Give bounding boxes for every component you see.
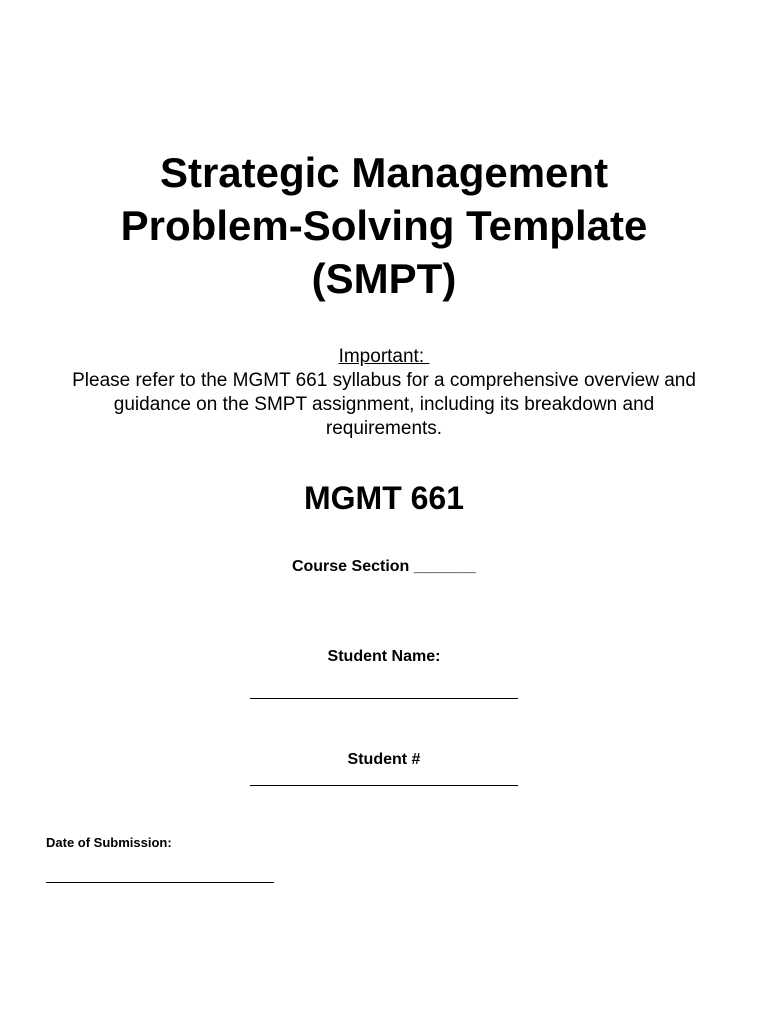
notice-label: Important: bbox=[338, 346, 430, 367]
course-code: MGMT 661 bbox=[303, 480, 465, 516]
date-of-submission-label: Date of Submission: bbox=[46, 835, 172, 850]
document-title bbox=[0, 146, 768, 305]
important-notice bbox=[40, 345, 728, 441]
notice-line-1: Please refer to the MGMT 661 syllabus for a comprehensive overview and bbox=[72, 370, 696, 391]
title-line-3: (SMPT) bbox=[311, 255, 457, 302]
title-line-1: Strategic Management bbox=[159, 149, 609, 196]
date-of-submission-blank bbox=[46, 882, 274, 883]
student-name-blank bbox=[250, 698, 518, 699]
student-number-blank bbox=[250, 785, 518, 786]
notice-line-2: guidance on the SMPT assignment, including its breakdown and bbox=[113, 394, 655, 415]
student-name-label: Student Name: bbox=[327, 648, 441, 665]
course-section-field: Course Section _______ bbox=[291, 558, 477, 575]
student-number-label: Student # bbox=[347, 751, 421, 768]
notice-line-3: requirements. bbox=[325, 418, 443, 439]
title-line-2: Problem-Solving Template bbox=[120, 202, 648, 249]
